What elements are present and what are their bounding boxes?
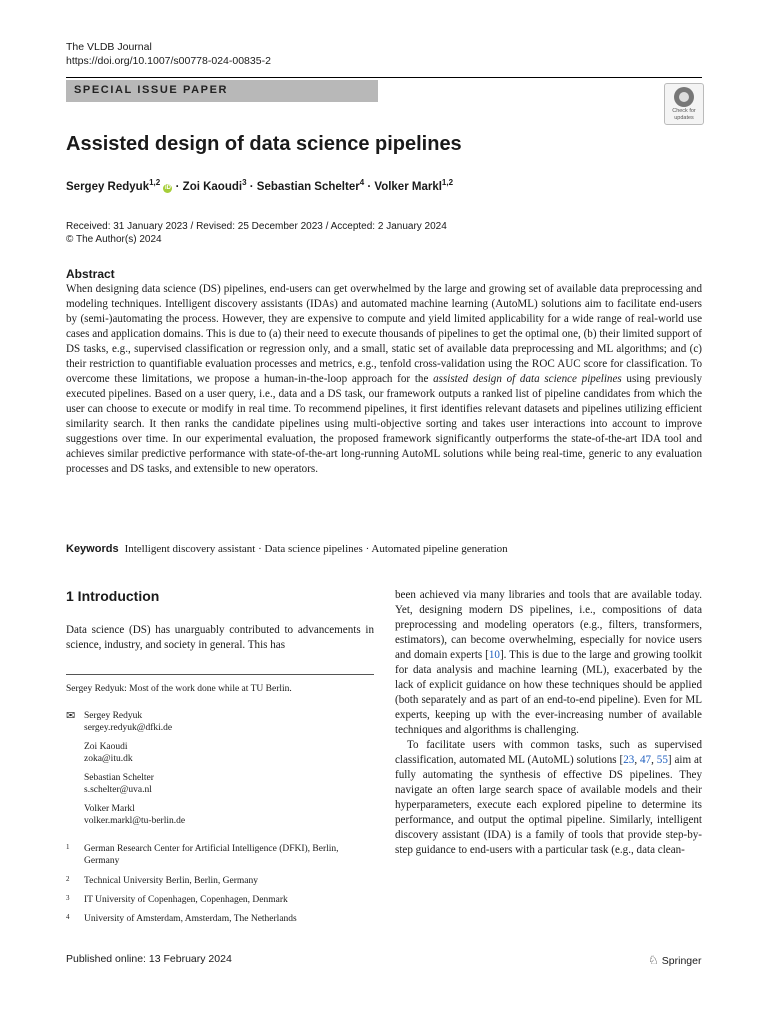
citation-link[interactable]: 55 [656, 754, 668, 766]
badge-line1: Check for [672, 108, 696, 114]
check-updates-icon [674, 87, 694, 107]
keywords [66, 543, 508, 555]
journal-name: The VLDB Journal [66, 41, 152, 53]
email-link[interactable]: s.schelter@uva.nl [84, 785, 152, 795]
abstract-emphasis: assisted design of data science pipelines [433, 373, 622, 385]
abstract-body: When designing data science (DS) pipelines, end-users can get overwhelmed by the large and growing set of available data preprocessing and modeling techniques. Intelligent discovery assistants (IDAs) and automated machine learning (AutoML) solutions aim to facilitate end-users by (semi-)automating the process. However, they are expensive to compute and yield limited applicability for a wide range of real-world use cases and application domains. This is due to (a) their need to execute thousands of pipelines to get the optimal one, (b) their limited support of DS tasks, e.g., supervised classification or regression only, and a small, static set of available data preprocessing and ML algorithms; and (c) their restriction to quantifiable evaluation processes and metrics, e.g., tenfold cross-validation using the ROC AUC score for classification. To overcome these limitations, we propose a human-in-the-loop approach for the assisted design of data science pipelines using previously executed pipelines. Based on a user query, i.e., data and a DS task, our framework outputs a ranked list of pipeline candidates from which the user can choose to execute or modify in real time. To recommend pipelines, it first identifies relevant datasets and pipelines utilizing efficient similarity search. It then ranks the candidate pipelines using multi-objective sorting and takes user interactions into account to improve suggestions over time. In our experimental evaluation, the proposed framework significantly outperforms the state-of-the-art IDA tool and achieves similar predictive performance with state-of-the-art long-running AutoML solutions while being real-time, generic to any evaluation processes and DS tasks, and extensible to new operators. [66, 283, 703, 475]
citation-link[interactable]: 23 [623, 754, 635, 766]
email-link[interactable]: volker.markl@tu-berlin.de [84, 816, 186, 826]
special-issue-banner [66, 80, 378, 102]
abstract-heading: Abstract [66, 267, 115, 281]
journal-header [66, 40, 271, 68]
email-link[interactable]: sergey.redyuk@dfki.de [84, 723, 173, 733]
check-for-updates-badge[interactable] [664, 83, 704, 125]
publication-dates [66, 220, 447, 246]
author-1[interactable]: Sergey Redyuk [66, 180, 150, 193]
author-3-affil: 4 [359, 178, 365, 187]
section-heading-introduction: 1 Introduction [66, 588, 160, 604]
intro-right-column [395, 588, 702, 858]
author-2-affil: 3 [242, 178, 247, 187]
copyright: © The Author(s) 2024 [66, 234, 162, 245]
email-link[interactable]: zoka@itu.dk [84, 754, 133, 764]
contact-item: Sergey Redyuk sergey.redyuk@dfki.de [84, 710, 374, 734]
doi-link[interactable]: https://doi.org/10.1007/s00778-024-00835-2 [66, 55, 271, 67]
affiliation-item: 2 Technical University Berlin, Berlin, Germany [66, 875, 258, 886]
citation-link[interactable]: 10 [488, 649, 500, 661]
author-note: Sergey Redyuk: Most of the work done while at TU Berlin. [66, 684, 292, 694]
contact-list [66, 710, 374, 834]
publisher-logo[interactable] [648, 953, 701, 967]
affiliation-item: 3 IT University of Copenhagen, Copenhagen, Denmark [66, 894, 288, 905]
contact-item: Zoi Kaoudi zoka@itu.dk [84, 741, 374, 765]
contact-item: Volker Markl volker.markl@tu-berlin.de [84, 803, 374, 827]
author-2[interactable]: Zoi Kaoudi [182, 180, 243, 193]
keywords-label: Keywords [66, 543, 119, 555]
citation-link[interactable]: 47 [640, 754, 652, 766]
springer-horse-icon: ♘ [648, 953, 659, 967]
author-1-affil: 1,2 [149, 178, 161, 187]
footnote-rule [66, 674, 374, 675]
header-rule [66, 77, 702, 78]
intro-paragraph: been achieved via many libraries and tools that are available today. Yet, designing modern DS pipelines, i.e., compositions of data preprocessing and modeling operators (e.g., filters, transformers, estimators), can become overwhelming, especially for novice users and domain experts [10]. This is due to the large and growing toolkit for data analysis and machine learning (ML), exacerbated by the lack of explicit guidance on how these techniques should be applied (both separately and as part of an end-to-end pipeline). Even for ML experts, keeping up with the ever-increasing number of available techniques and algorithms is challenging. [395, 589, 703, 736]
orcid-icon[interactable]: iD [164, 184, 171, 191]
affiliation-item: 4 University of Amsterdam, Amsterdam, The Netherlands [66, 913, 297, 924]
affiliation-item: 1 German Research Center for Artificial Intelligence (DFKI), Berlin, Germany [66, 843, 339, 866]
author-4-affil: 1,2 [441, 178, 454, 187]
envelope-icon: ✉ [66, 710, 76, 722]
keywords-text: Intelligent discovery assistant · Data science pipelines · Automated pipeline generation [124, 543, 508, 555]
paper-title: Assisted design of data science pipelines [66, 133, 462, 155]
author-list: Sergey Redyuk$^{1,2}$ iD · Zoi Kaoudi$^3$ · Sebastian Schelter$^4$ · Volker Markl$^{1,2}$ [66, 178, 454, 193]
history-dates: Received: 31 January 2023 / Revised: 25 December 2023 / Accepted: 2 January 2024 [66, 221, 447, 232]
author-4[interactable]: Volker Markl [374, 180, 442, 193]
published-online: Published online: 13 February 2024 [66, 953, 232, 965]
contact-item: Sebastian Schelter s.schelter@uva.nl [84, 772, 374, 796]
author-3[interactable]: Sebastian Schelter [256, 180, 360, 193]
intro-left-paragraph: Data science (DS) has unarguably contributed to advancements in science, industry, and society in general. This has [66, 624, 374, 651]
badge-line2: updates [674, 115, 694, 121]
banner-label: SPECIAL ISSUE PAPER [74, 84, 229, 96]
intro-paragraph: To facilitate users with common tasks, such as supervised classification, automated ML (AutoML) solutions [23, 47, 55] aim at fully automating the synthesis of effective DS pipelines. They navigate an often large search space of available models and their hyperparameters, execute each explored pipeline to determine its performance, and output the optimal pipeline. Similarly, intelligent discovery assistant (IDA) is a family of tools that provide step-by-step guidance to end-users with a particular task (e.g., data clean- [395, 739, 703, 856]
publisher-name: Springer [661, 955, 702, 967]
